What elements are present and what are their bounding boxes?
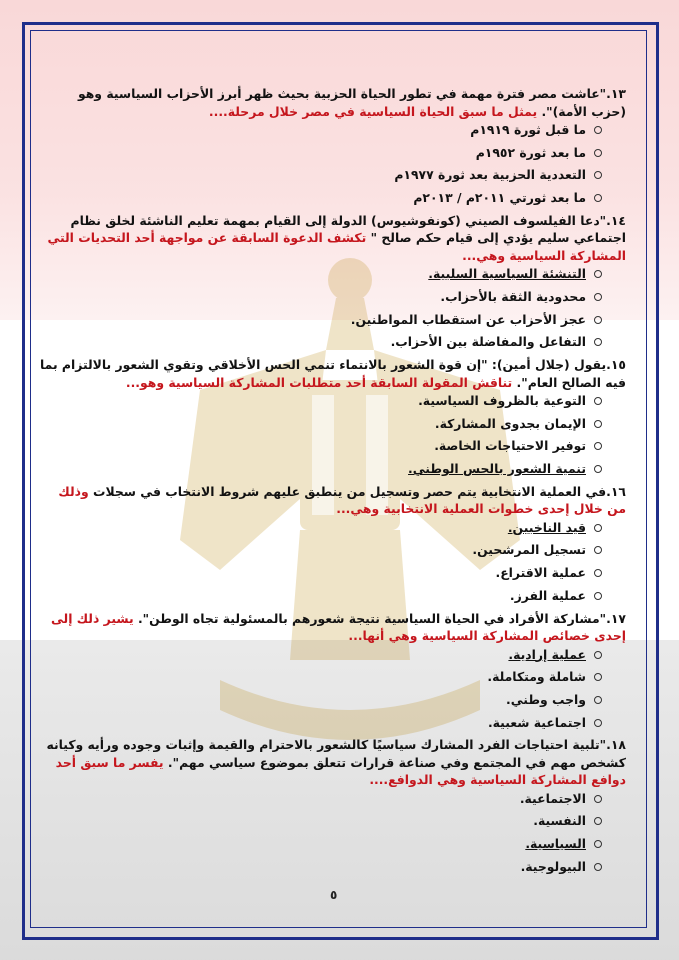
option-item[interactable]: عملية الفرز. <box>40 587 600 605</box>
question-number: ١٧. <box>606 610 626 626</box>
option-item[interactable]: قيد الناخبين. <box>40 519 600 537</box>
option-item[interactable]: الاجتماعية. <box>40 790 600 808</box>
question-number: ١٦. <box>606 483 626 499</box>
question-prompt: يفسر ما سبق أحد دوافع المشاركة السياسية وهي الدوافع.... <box>55 754 626 788</box>
question-13 <box>40 85 626 207</box>
question-14 <box>40 212 626 351</box>
options-list <box>40 392 626 478</box>
page-number: ٥ <box>330 888 338 902</box>
question-16 <box>40 483 626 605</box>
option-item[interactable]: عجز الأحزاب عن استقطاب المواطنين. <box>40 311 600 329</box>
option-item[interactable]: اجتماعية شعبية. <box>40 714 600 732</box>
question-stem: "عاشت مصر فترة مهمة في تطور الحياة الحزبية بحيث ظهر أبرز الأحزاب السياسية وهو (حزب الأمة)". <box>77 86 626 119</box>
options-list <box>40 265 626 351</box>
option-item[interactable]: محدودية الثقة بالأحزاب. <box>40 288 600 306</box>
option-item[interactable]: تنمية الشعور بالحس الوطني. <box>40 460 600 478</box>
option-item[interactable]: التفاعل والمفاضلة بين الأحزاب. <box>40 333 600 351</box>
question-number: ١٨. <box>606 737 626 753</box>
option-item[interactable]: النفسية. <box>40 812 600 830</box>
option-item[interactable]: البيولوجية. <box>40 858 600 876</box>
options-list <box>40 646 626 732</box>
option-item[interactable]: السياسية. <box>40 835 600 853</box>
option-item[interactable]: توفير الاحتياجات الخاصة. <box>40 437 600 455</box>
option-item[interactable]: ما بعد ثورة ١٩٥٢م <box>40 144 600 162</box>
option-item[interactable]: عملية إرادية. <box>40 646 600 664</box>
options-list <box>40 519 626 605</box>
question-stem: "مشاركة الأفراد في الحياة السياسية نتيجة شعورهم بالمسئولية تجاه الوطن". <box>137 610 607 626</box>
option-item[interactable]: التوعية بالظروف السياسية. <box>40 392 600 410</box>
option-item[interactable]: تسجيل المرشحين. <box>40 541 600 559</box>
option-item[interactable]: واجب وطني. <box>40 691 600 709</box>
question-prompt: يشير ذلك إلى إحدى خصائص المشاركة السياسية وهي أنها... <box>51 610 626 643</box>
option-item[interactable]: ما بعد ثورتي ٢٠١١م / ٢٠١٣م <box>40 189 600 207</box>
option-item[interactable]: عملية الاقتراع. <box>40 564 600 582</box>
option-item[interactable]: الإيمان بجدوى المشاركة. <box>40 415 600 433</box>
question-prompt: يمثل ما سبق الحياة السياسية في مصر خلال مرحلة.... <box>208 103 538 119</box>
question-prompt: تناقش المقولة السابقة أحد متطلبات المشاركة السياسية وهو... <box>125 374 513 390</box>
question-number: ١٣. <box>606 86 626 101</box>
question-number: ١٥. <box>606 357 626 372</box>
question-15 <box>40 356 626 478</box>
question-stem: في العملية الانتخابية يتم حصر وتسجيل من ينطبق عليهم شروط الانتخاب في سجلات <box>93 483 607 499</box>
question-17 <box>40 610 626 732</box>
question-prompt: تكشف الدعوة السابقة عن مواجهة أحد التحديات التي المشاركة السياسية وهي... <box>47 230 626 263</box>
question-number: ١٤. <box>606 212 626 228</box>
option-item[interactable]: شاملة ومتكاملة. <box>40 668 600 686</box>
options-list <box>40 121 626 207</box>
questions-content <box>40 85 626 881</box>
option-item[interactable]: التنشئة السياسية السلبية. <box>40 265 600 283</box>
question-18 <box>40 736 626 875</box>
option-item[interactable]: ما قبل ثورة ١٩١٩م <box>40 121 600 139</box>
question-stem: "تلبية احتياجات الفرد المشارك سياسيًا كالشعور بالاحترام والقيمة وإثبات وجوده ورأيه وكيانه كشخص مهم في المجتمع وفي صناعة قرارات تتعلق بموضوع سياسي مهم". <box>46 737 626 770</box>
question-prompt: وذلك من خلال إحدى خطوات العملية الانتخابية وهي... <box>58 483 626 517</box>
option-item[interactable]: التعددية الحزبية بعد ثورة ١٩٧٧م <box>40 166 600 184</box>
options-list <box>40 790 626 876</box>
question-stem: يقول (جلال أمين): "إن قوة الشعور بالانتماء تنمي الحس الأخلاقي وتقوي الشعور بالالتزام بما فيه الصالح العام". <box>40 357 626 390</box>
question-stem: "دعا الفيلسوف الصيني (كونفوشيوس) الدولة إلى القيام بمهمة تعليم الناشئة لخلق نظام اجتماعي سليم يؤدي إلى قيام حكم صالح " <box>70 212 626 246</box>
